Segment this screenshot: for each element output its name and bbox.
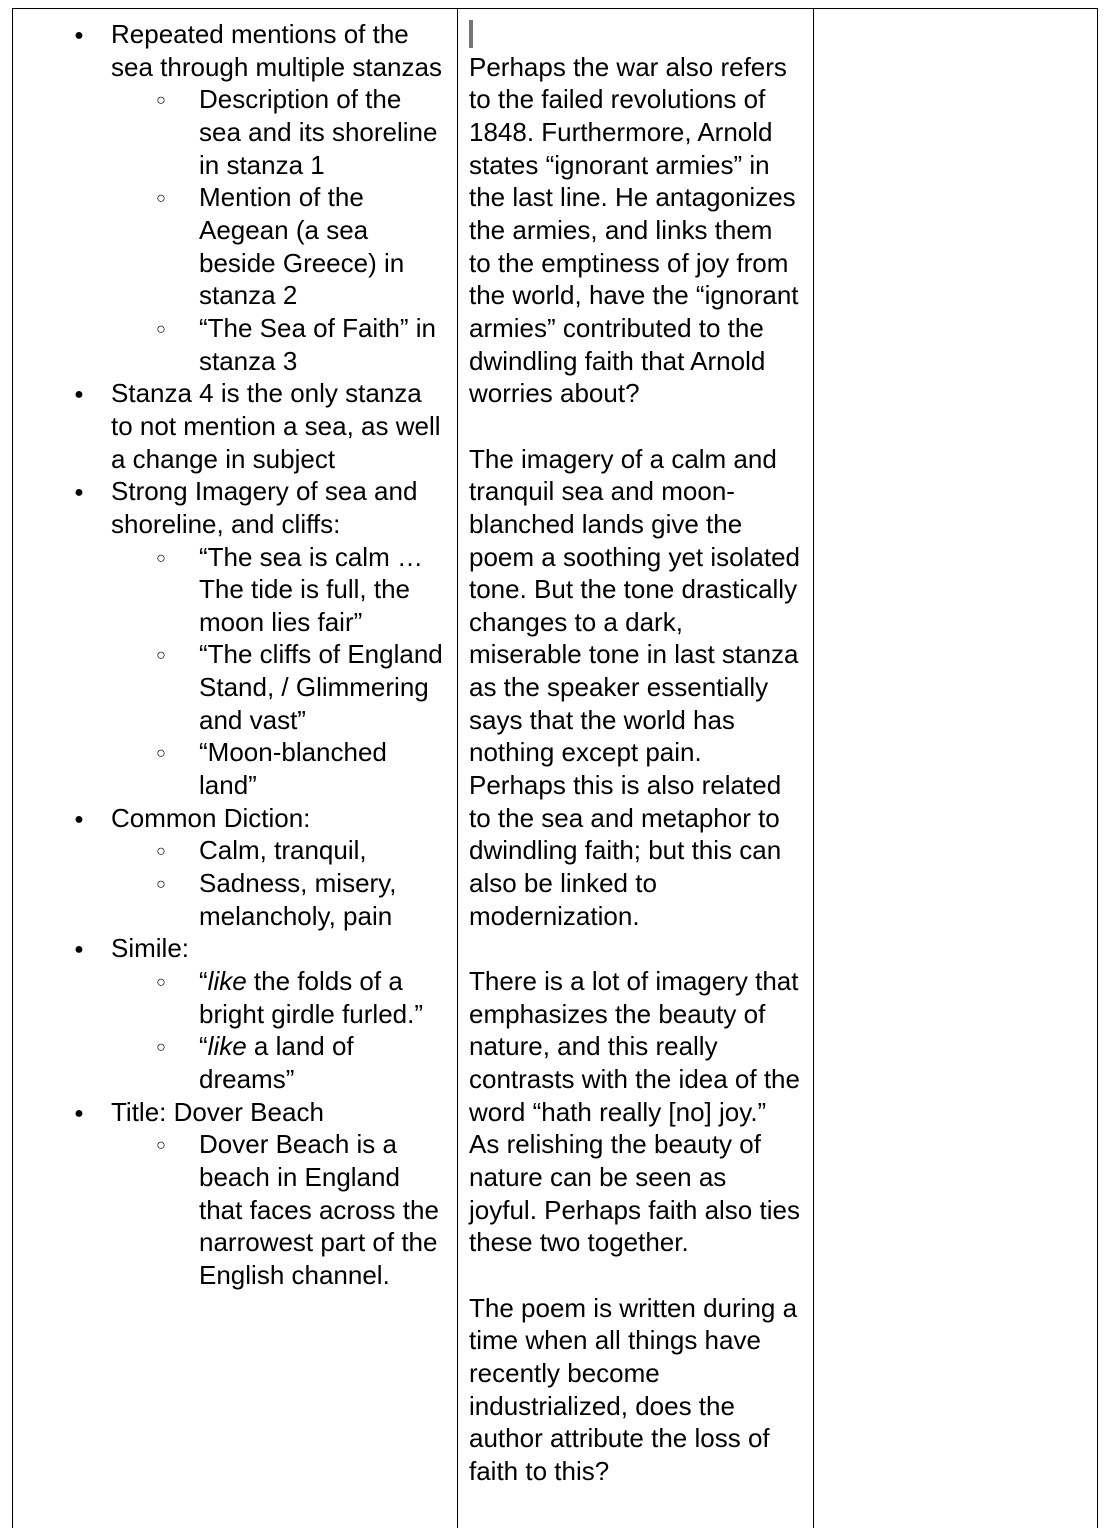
- paragraph: Perhaps the war also refers to the failed revolutions of 1848. Furthermore, Arnold states “ignorant armies” in the last line. He antagonizes the armies, and links them to the emptiness of joy from the world, have the “ignorant armies” contributed to the dwindling faith that Arnold worries about?: [469, 51, 806, 409]
- list-item: [13, 638, 457, 736]
- list-item-text: “like a land of dreams”: [199, 1031, 354, 1094]
- bullet-circle-icon: ○: [156, 1137, 166, 1155]
- bullet-disc-icon: ●: [74, 484, 84, 502]
- paragraph: [469, 18, 801, 51]
- bullet-circle-icon: ○: [156, 745, 166, 763]
- list-item: [13, 377, 457, 475]
- list-item-text: Stanza 4 is the only stanza to not mention a sea, as well a change in subject: [111, 378, 441, 474]
- list-item: [13, 1030, 457, 1095]
- list-item: [13, 312, 457, 377]
- bullet-disc-icon: ●: [74, 386, 84, 404]
- list-item-text: Description of the sea and its shoreline in stanza 1: [199, 84, 438, 180]
- bullet-disc-icon: ●: [74, 1104, 84, 1122]
- list-item-text: Dover Beach is a beach in England that faces across the narrowest part of the English channel.: [199, 1129, 439, 1290]
- analysis-column-cell[interactable]: [458, 9, 814, 1528]
- bullet-circle-icon: ○: [156, 92, 166, 110]
- notes-column-cell[interactable]: [13, 9, 458, 1528]
- paragraph: There is a lot of imagery that emphasizes the beauty of nature, and this really contrasts with the idea of the word “hath really [no] joy.” As relishing the beauty of nature can be seen as joyful. Perhaps faith also ties these two together.: [469, 966, 808, 1258]
- bullet-circle-icon: ○: [156, 843, 166, 861]
- list-item: [13, 867, 457, 932]
- list-item: [13, 475, 457, 540]
- bullet-circle-icon: ○: [156, 876, 166, 894]
- bullet-circle-icon: ○: [156, 320, 166, 338]
- list-item: [13, 83, 457, 181]
- empty-column-cell[interactable]: [814, 9, 1097, 1528]
- paragraph: [469, 1259, 801, 1292]
- list-item: [13, 965, 457, 1030]
- list-item-text: “The sea is calm … The tide is full, the moon lies fair”: [199, 541, 423, 637]
- bullet-disc-icon: ●: [74, 941, 84, 959]
- bullet-circle-icon: ○: [156, 1039, 166, 1057]
- paragraph: The imagery of a calm and tranquil sea and moon-blanched lands give the poem a soothing yet isolated tone. But the tone drastically changes to a dark, miserable tone in last stanza as the speaker essentially says that the world has nothing except pain. Perhaps this is also related to the sea and metaphor to dwindling faith; but this can also be linked to modernization.: [469, 443, 808, 931]
- list-item-text: Mention of the Aegean (a sea beside Greece) in stanza 2: [199, 182, 405, 311]
- list-item: [13, 802, 457, 835]
- list-item-text: “The Sea of Faith” in stanza 3: [199, 312, 436, 376]
- list-item-text: “like the folds of a bright girdle furled.”: [199, 966, 423, 1029]
- bullet-list: [13, 18, 457, 1292]
- bullet-disc-icon: ●: [74, 810, 84, 828]
- list-item: [13, 834, 457, 867]
- list-item-text: Common Diction:: [111, 802, 311, 833]
- paragraph: The poem is written during a time when all things have recently become industrialized, does the author attribute the loss of faith to this?: [469, 1292, 805, 1486]
- paragraph: [469, 932, 801, 965]
- notes-table: [12, 8, 1098, 1528]
- list-item-text: “The cliffs of England Stand, / Glimmering and vast”: [199, 639, 443, 735]
- list-item: [13, 932, 457, 965]
- list-item-text: Title: Dover Beach: [111, 1096, 324, 1127]
- list-item: [13, 18, 457, 83]
- list-item: [13, 736, 457, 801]
- list-item-text: Simile:: [111, 933, 190, 964]
- bullet-circle-icon: ○: [156, 974, 166, 992]
- bullet-circle-icon: ○: [156, 549, 166, 567]
- list-item-text: “Moon-blanched land”: [199, 737, 387, 801]
- bullet-circle-icon: ○: [156, 190, 166, 208]
- list-item: [13, 1128, 457, 1291]
- bullet-disc-icon: ●: [74, 27, 84, 44]
- list-item-text: Sadness, misery, melancholy, pain: [199, 868, 397, 931]
- list-item-text: Repeated mentions of the sea through multiple stanzas: [111, 19, 442, 82]
- bullet-circle-icon: ○: [156, 647, 166, 665]
- paragraph: [469, 410, 801, 443]
- paragraph-list: [469, 18, 808, 1488]
- list-item: [13, 541, 457, 639]
- list-item: [13, 1096, 457, 1129]
- list-item: [13, 181, 457, 312]
- list-item-text: Strong Imagery of sea and shoreline, and cliffs:: [111, 476, 418, 539]
- text-cursor: [469, 20, 473, 48]
- list-item-text: Calm, tranquil,: [199, 835, 367, 866]
